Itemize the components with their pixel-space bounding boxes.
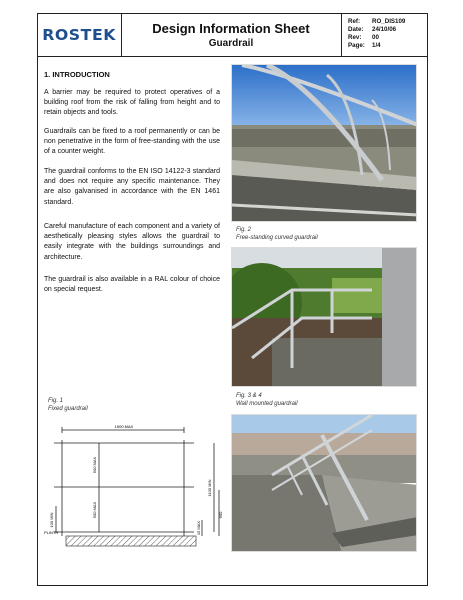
meta-ref: Ref: RO_DIS109	[348, 18, 406, 25]
figure-caption	[48, 398, 88, 413]
intro-paragraph: The guardrail conforms to the EN ISO 14122-3 standard and does not require any specific maintenance. They are also galvanised in accordance with the EN 1461 standard.	[44, 168, 220, 206]
plinth-label: PLINTH	[44, 530, 59, 535]
intro-paragraph: A barrier may be required to protect operatives of a building roof from the risk of falling from height and to retain objects and tools.	[44, 89, 220, 117]
figure-label: Fig. 2	[236, 227, 252, 233]
logo-cell	[37, 13, 122, 56]
meta-page: Page: 1/4	[348, 42, 381, 49]
figure-title: Wall mounted guardrail	[236, 400, 298, 407]
figure-caption	[236, 393, 298, 408]
figure-label: Fig. 3 & 4	[236, 393, 262, 399]
dim-right-mid: 600	[218, 511, 223, 519]
figure-title: Fixed guardrail	[48, 405, 88, 412]
photo-wall-mounted-guardrail	[231, 247, 417, 387]
document-title: Design Information Sheet	[152, 21, 310, 36]
intro-paragraph: The guardrail is also available in a RAL colour of choice on special request.	[44, 276, 220, 294]
section-heading: 1. INTRODUCTION	[44, 70, 110, 79]
intro-paragraph: Careful manufacture of each component and a variety of aesthetically pleasing styles allows the guardrail to easily integrate with the buildings surroundings and architecture.	[44, 223, 220, 261]
meta-rev: Rev: 00	[348, 34, 379, 41]
rostek-logo: ROSTEK	[42, 25, 116, 44]
figure-label: Fig. 1	[48, 398, 64, 404]
dim-right-small: 15 MAX	[196, 520, 201, 536]
figure-caption	[236, 227, 318, 242]
figure-title: Free-standing curved guardrail	[236, 234, 318, 241]
document-header	[37, 13, 428, 57]
intro-paragraph: Guardrails can be fixed to a roof permanently or can be non penetrative in the form of free-standing with the use of a counter weight.	[44, 128, 220, 156]
dim-base: 100 MIN	[49, 512, 54, 528]
fixed-guardrail-drawing	[44, 420, 224, 550]
meta-cell	[341, 13, 428, 56]
dim-height: 1100 MIN	[207, 479, 212, 497]
photo-guardrail-roof-edge	[231, 414, 417, 552]
meta-date: Date: 24/10/06	[348, 26, 397, 33]
dim-top: 1500 MAX	[114, 424, 134, 429]
dim-upper: 500 MAX	[92, 456, 97, 474]
dim-lower: 500 MAX	[92, 501, 97, 519]
photo-free-standing-guardrail	[231, 64, 417, 222]
document-subtitle: Guardrail	[208, 38, 254, 49]
title-cell	[121, 13, 341, 56]
